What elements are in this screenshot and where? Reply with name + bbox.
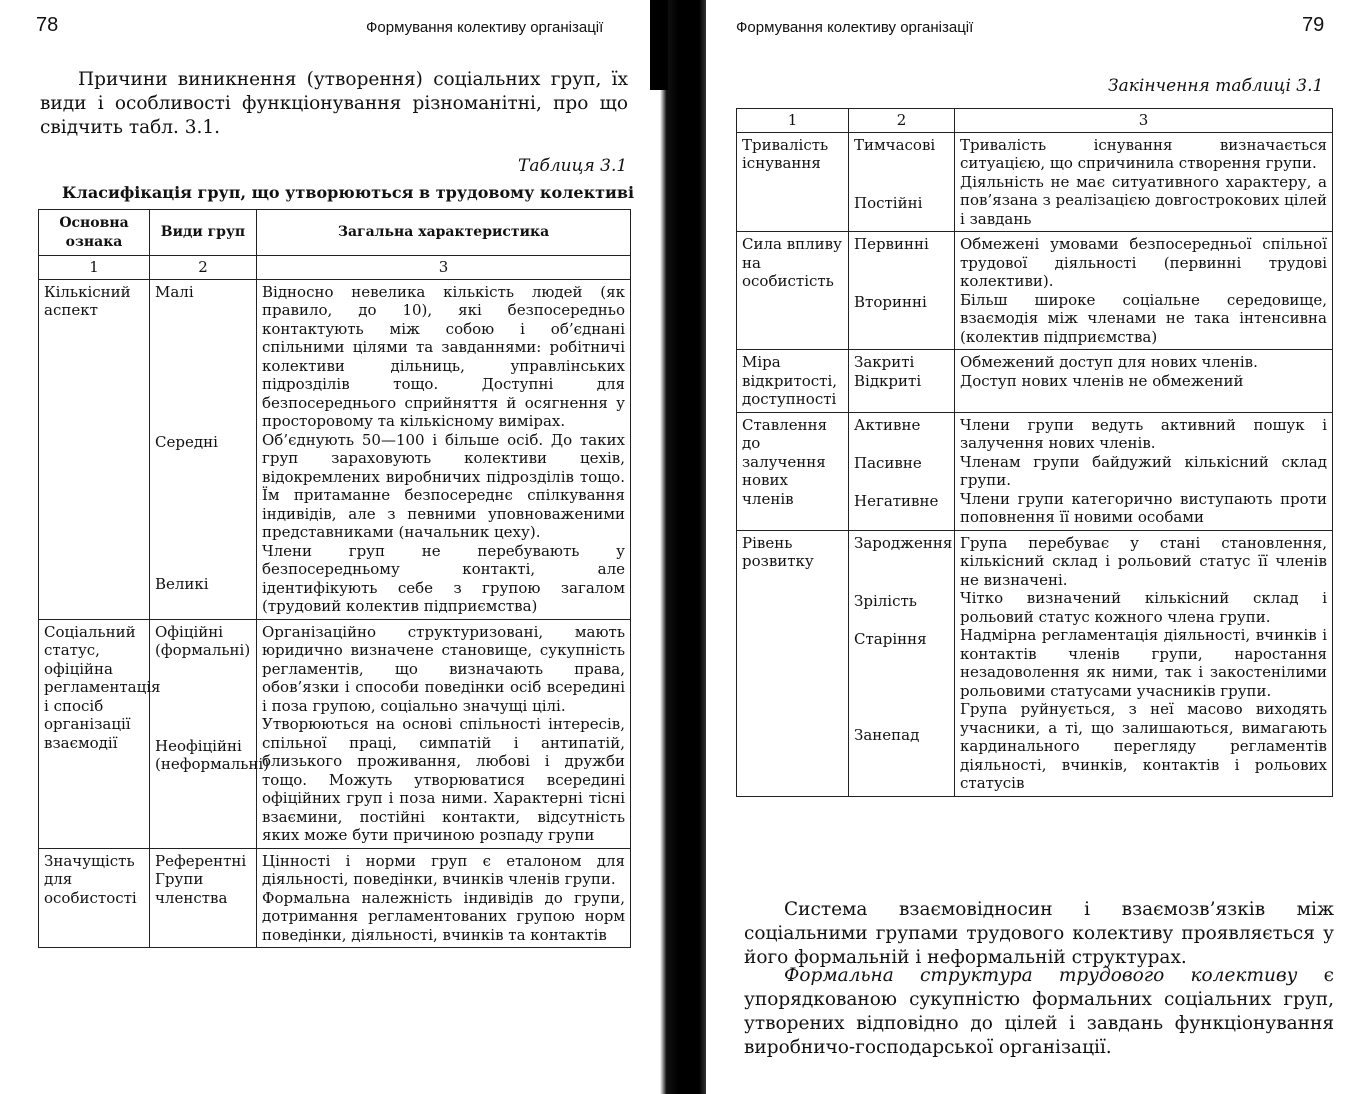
intro-paragraph: Причини виникнення (утворення) соціальних груп, їх види і особливості функціонування різноманітні, про що свідчить табл. 3.1. (40, 69, 628, 138)
row-sign: Тривалість існування (737, 132, 849, 232)
group-type: Постійні (854, 193, 923, 212)
group-description: Цінності і норми груп є еталоном для діяльності, поведінки, вчинків членів групи. (262, 851, 625, 888)
group-type: Офіційні (формальні) (155, 622, 251, 659)
table-row (737, 412, 1333, 530)
table-title: Класифікація груп, що утворюються в трудовому колективі (62, 183, 635, 202)
group-description: Обмежений доступ для нових членів. (960, 353, 1258, 371)
col-number: 1 (737, 109, 849, 133)
table-label: Таблиця 3.1 (518, 156, 628, 176)
group-type: Старіння (854, 629, 927, 648)
group-type: Негативне (854, 491, 939, 510)
group-type: Первинні (854, 235, 929, 253)
row-descriptions (955, 350, 1333, 413)
page-number-right: 79 (1302, 14, 1325, 36)
row-types (849, 350, 955, 413)
group-description: Тривалість існування визначається ситуацією, що спричинила створення групи. (960, 135, 1327, 172)
group-description: Формальна належність індивідів до групи, дотримання регламентованих групою норм поведінки, діяльності, вчинків та контактів (262, 888, 625, 944)
col-number: 1 (39, 256, 150, 280)
row-sign: Значущість для особистості (39, 848, 150, 948)
group-description: Група руйнується, з неї масово виходять учасники, а ті, що залишаються, вимагають кардинального перегляду регламентів діяльності, вчинків, контактів і рольових статусів (960, 700, 1327, 792)
group-type: Відкриті (854, 371, 922, 390)
group-type: Зародження (854, 533, 953, 552)
group-type: Неофіційні (неформальні) (155, 736, 270, 773)
group-description: Надмірна регламентація діяльності, вчинків і контактів членів групи, наростання незадоволення як ними, так і закостенілими рольовими статусами учасників групи. (960, 626, 1327, 700)
row-types (150, 279, 257, 619)
header-sign: Основна ознака (39, 210, 150, 256)
table-row (39, 848, 631, 948)
italic-term: Формальна структура трудового колективу (784, 965, 1298, 986)
group-description: Чітко визначений кількісний склад і рольовий статус кожного члена групи. (960, 589, 1327, 626)
row-descriptions (257, 848, 631, 948)
row-descriptions (257, 279, 631, 619)
group-type: Занепад (854, 725, 920, 744)
book-gutter (660, 0, 706, 1094)
col-number: 2 (849, 109, 955, 133)
paragraph-rest: є упорядкованою сукупністю формальних соціальних груп, утворених відповідно до цілей і завдань функціонування виробничо-господарської організації. (744, 965, 1334, 1058)
group-description: Члени груп не перебувають у безпосередньому контакті, але ідентифікують себе з групою загалом (трудовий колектив підприємства) (262, 541, 625, 615)
group-type: Закриті (854, 353, 915, 371)
row-sign: Міра відкритості, доступності (737, 350, 849, 413)
row-sign: Ставлення до залучення нових членів (737, 412, 849, 530)
running-head-left: Формування колективу організації (366, 19, 604, 36)
group-description: Члени групи ведуть активний пошук і залучення нових членів. (960, 415, 1327, 452)
table-row (737, 232, 1333, 350)
right-page (716, 0, 1356, 1094)
row-descriptions (955, 530, 1333, 796)
group-type: Зрілість (854, 591, 917, 610)
group-description: Діяльність не має ситуативного характеру, а пов’язана з реалізацією довгострокових цілей і завдань (960, 172, 1327, 228)
table-row (737, 132, 1333, 232)
group-type: Тимчасові (854, 135, 936, 154)
row-descriptions (955, 232, 1333, 350)
table-row (737, 350, 1333, 413)
table-row (737, 530, 1333, 796)
row-types (849, 412, 955, 530)
row-descriptions (257, 619, 631, 848)
body-paragraph-2 (744, 964, 1334, 1060)
row-types (849, 132, 955, 232)
header-description: Загальна характеристика (257, 210, 631, 256)
classification-table-left (38, 209, 631, 948)
row-sign: Соціальний статус, офіційна регламентація і спосіб організації взаємодії (39, 619, 150, 848)
row-sign: Кількісний аспект (39, 279, 150, 619)
page-number-left: 78 (36, 14, 59, 36)
group-description: Об’єднують 50—100 і більше осіб. До таких груп зараховують колективи цехів, відокремлених виробничих підрозділів тощо. Їм притаманне безпосереднє спілкування індивідів, але з певними уповноваженими представниками (начальник цеху). (262, 430, 625, 541)
group-type: Малі (155, 282, 194, 301)
group-description: Членам групи байдужий кількісний склад групи. (960, 452, 1327, 489)
left-page (0, 0, 656, 1094)
header-types: Види груп (150, 210, 257, 256)
group-description: Утворюються на основі спільності інтересів, спільної праці, симпатій і антипатій, близького проживання, любові і дружби тощо. Можуть утворюватися всередині офіційних груп і поза ними. Характерні тісні взаємини, постійні контакти, відсутність яких може бути причиною розпаду групи (262, 715, 625, 844)
group-description: Обмежені умовами безпосередньої спільної трудової діяльності (первинні трудові колективи). (960, 235, 1327, 290)
col-number: 2 (150, 256, 257, 280)
running-head-right: Формування колективу організації (736, 19, 974, 36)
col-number: 3 (257, 256, 631, 280)
group-description: Група перебуває у стані становлення, кількісний склад і рольовий статус її членів не визначені. (960, 533, 1327, 589)
table-row (39, 279, 631, 619)
row-descriptions (955, 132, 1333, 232)
group-description: Організаційно структуризовані, мають юридично визначене становище, сукупність регламентів, що визначають права, обов’язки і способи поведінки осіб всередині і поза групою, соціально значущі цілі. (262, 622, 625, 715)
group-description: Доступ нових членів не обмежений (960, 371, 1244, 390)
row-descriptions (955, 412, 1333, 530)
group-type: Пасивне (854, 453, 922, 472)
classification-table-right (736, 108, 1333, 797)
group-type: Вторинні (854, 293, 927, 311)
table-row (39, 619, 631, 848)
col-number: 3 (955, 109, 1333, 133)
group-description: Більш широке соціальне середовище, взаємодія між членами не така інтенсивна (колектив підприємства) (960, 290, 1327, 346)
group-type: Великі (155, 574, 209, 593)
group-type: Середні (155, 432, 218, 451)
row-sign: Сила впливу на особистість (737, 232, 849, 350)
row-sign: Рівень розвитку (737, 530, 849, 796)
group-description: Відносно невелика кількість людей (як правило, до 10), які безпосередньо контактують між собою і об’єднані спільними цілями та завданнями: робітничі колективи дільниць, управлінських підрозділів тощо. Доступні для безпосереднього сприйняття й осягнення у просторовому та кількісному вимірах. (262, 282, 625, 430)
body-paragraph-1: Система взаємовідносин і взаємозв’язків між соціальними групами трудового колективу проявляється у його формальній і неформальній структурах. (744, 899, 1334, 968)
table-continuation-label: Закінчення таблиці 3.1 (1108, 76, 1324, 96)
row-types (150, 848, 257, 948)
row-types (150, 619, 270, 848)
row-types (849, 530, 955, 796)
row-types (849, 232, 955, 350)
group-type: Референтні (155, 851, 247, 870)
group-description: Члени групи категорично виступають проти поповнення її новими особами (960, 489, 1327, 526)
group-type: Групи членства (155, 870, 228, 907)
group-type: Активне (854, 415, 921, 434)
